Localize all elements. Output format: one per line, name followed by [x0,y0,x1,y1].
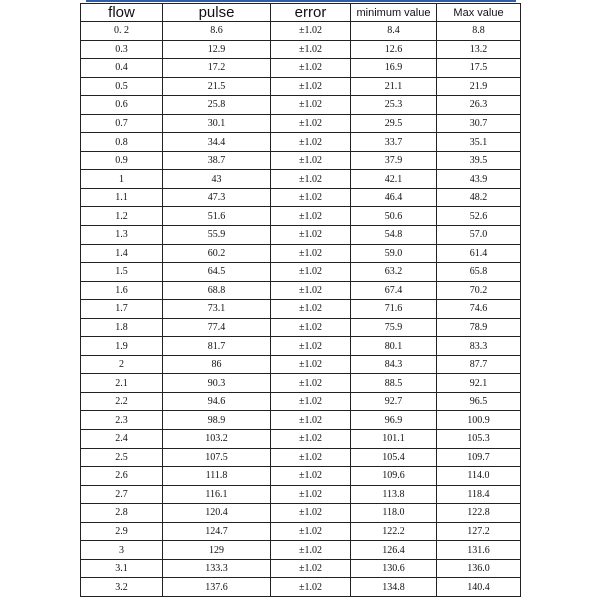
table-row [81,300,521,319]
cell-error: ±1.02 [271,22,351,41]
header-flow: flow [81,4,163,22]
table-row [81,559,521,578]
cell-minimum-value: 113.8 [351,485,437,504]
cell-flow: 2.6 [81,467,163,486]
cell-max-value: 114.0 [437,467,521,486]
cell-flow: 0.6 [81,96,163,115]
table-row [81,430,521,449]
cell-error: ±1.02 [271,411,351,430]
table-row [81,485,521,504]
table-row [81,337,521,356]
cell-pulse: 116.1 [163,485,271,504]
cell-max-value: 52.6 [437,207,521,226]
cell-error: ±1.02 [271,392,351,411]
cell-max-value: 87.7 [437,355,521,374]
cell-max-value: 8.8 [437,22,521,41]
cell-flow: 1.7 [81,300,163,319]
header-minimum-value: minimum value [351,4,437,22]
cell-minimum-value: 25.3 [351,96,437,115]
cell-pulse: 81.7 [163,337,271,356]
cell-error: ±1.02 [271,281,351,300]
cell-error: ±1.02 [271,318,351,337]
table-row [81,96,521,115]
table-row [81,59,521,78]
cell-pulse: 137.6 [163,578,271,597]
cell-error: ±1.02 [271,96,351,115]
cell-pulse: 111.8 [163,467,271,486]
table-row [81,318,521,337]
cell-max-value: 43.9 [437,170,521,189]
cell-max-value: 21.9 [437,77,521,96]
cell-flow: 2 [81,355,163,374]
cell-error: ±1.02 [271,374,351,393]
cell-error: ±1.02 [271,430,351,449]
cell-minimum-value: 96.9 [351,411,437,430]
cell-pulse: 51.6 [163,207,271,226]
cell-error: ±1.02 [271,244,351,263]
cell-pulse: 60.2 [163,244,271,263]
cell-minimum-value: 59.0 [351,244,437,263]
cell-flow: 0.3 [81,40,163,59]
cell-max-value: 92.1 [437,374,521,393]
table-body [81,22,521,597]
cell-pulse: 8.6 [163,22,271,41]
cell-error: ±1.02 [271,559,351,578]
cell-pulse: 98.9 [163,411,271,430]
cell-flow: 2.9 [81,522,163,541]
cell-flow: 3 [81,541,163,560]
cell-error: ±1.02 [271,188,351,207]
cell-max-value: 140.4 [437,578,521,597]
table-row [81,40,521,59]
cell-error: ±1.02 [271,114,351,133]
cell-pulse: 68.8 [163,281,271,300]
cell-minimum-value: 118.0 [351,504,437,523]
table-row [81,22,521,41]
cell-minimum-value: 75.9 [351,318,437,337]
cell-error: ±1.02 [271,467,351,486]
cell-error: ±1.02 [271,77,351,96]
cell-max-value: 127.2 [437,522,521,541]
cell-error: ±1.02 [271,300,351,319]
cell-max-value: 17.5 [437,59,521,78]
cell-pulse: 124.7 [163,522,271,541]
cell-error: ±1.02 [271,355,351,374]
cell-error: ±1.02 [271,59,351,78]
table-row [81,541,521,560]
cell-error: ±1.02 [271,151,351,170]
cell-flow: 0.4 [81,59,163,78]
table-row [81,355,521,374]
cell-minimum-value: 12.6 [351,40,437,59]
cell-flow: 1.8 [81,318,163,337]
cell-minimum-value: 54.8 [351,226,437,245]
table-row [81,374,521,393]
cell-flow: 1.6 [81,281,163,300]
cell-error: ±1.02 [271,485,351,504]
table-row [81,151,521,170]
cell-pulse: 64.5 [163,263,271,282]
cell-flow: 1.2 [81,207,163,226]
cell-pulse: 133.3 [163,559,271,578]
cell-max-value: 57.0 [437,226,521,245]
cell-pulse: 73.1 [163,300,271,319]
cell-minimum-value: 130.6 [351,559,437,578]
table-row [81,522,521,541]
table-row [81,392,521,411]
cell-minimum-value: 101.1 [351,430,437,449]
cell-minimum-value: 122.2 [351,522,437,541]
cell-max-value: 100.9 [437,411,521,430]
cell-pulse: 90.3 [163,374,271,393]
cell-minimum-value: 21.1 [351,77,437,96]
cell-pulse: 103.2 [163,430,271,449]
cell-error: ±1.02 [271,448,351,467]
cell-flow: 2.3 [81,411,163,430]
cell-minimum-value: 46.4 [351,188,437,207]
cell-minimum-value: 33.7 [351,133,437,152]
cell-error: ±1.02 [271,522,351,541]
header-error: error [271,4,351,22]
cell-pulse: 43 [163,170,271,189]
table-row [81,77,521,96]
cell-minimum-value: 126.4 [351,541,437,560]
cell-flow: 1.3 [81,226,163,245]
cell-max-value: 136.0 [437,559,521,578]
cell-pulse: 25.8 [163,96,271,115]
cell-max-value: 65.8 [437,263,521,282]
cell-max-value: 70.2 [437,281,521,300]
cell-minimum-value: 42.1 [351,170,437,189]
cell-pulse: 77.4 [163,318,271,337]
flow-pulse-table [80,3,521,597]
table-row [81,467,521,486]
cell-minimum-value: 80.1 [351,337,437,356]
table-row [81,188,521,207]
cell-flow: 1.5 [81,263,163,282]
cell-flow: 0.7 [81,114,163,133]
cell-minimum-value: 134.8 [351,578,437,597]
cell-flow: 1.9 [81,337,163,356]
cell-max-value: 105.3 [437,430,521,449]
cell-max-value: 39.5 [437,151,521,170]
cell-flow: 3.2 [81,578,163,597]
top-accent-line [86,0,516,2]
cell-minimum-value: 37.9 [351,151,437,170]
cell-pulse: 21.5 [163,77,271,96]
cell-max-value: 30.7 [437,114,521,133]
cell-flow: 1.1 [81,188,163,207]
cell-error: ±1.02 [271,170,351,189]
cell-pulse: 30.1 [163,114,271,133]
header-max-value: Max value [437,4,521,22]
cell-error: ±1.02 [271,263,351,282]
cell-max-value: 35.1 [437,133,521,152]
cell-error: ±1.02 [271,207,351,226]
cell-flow: 1.4 [81,244,163,263]
table-row [81,226,521,245]
table-row [81,170,521,189]
cell-max-value: 96.5 [437,392,521,411]
cell-flow: 3.1 [81,559,163,578]
cell-pulse: 55.9 [163,226,271,245]
cell-max-value: 48.2 [437,188,521,207]
table-row [81,411,521,430]
cell-max-value: 74.6 [437,300,521,319]
cell-flow: 2.7 [81,485,163,504]
cell-pulse: 38.7 [163,151,271,170]
cell-minimum-value: 109.6 [351,467,437,486]
cell-max-value: 122.8 [437,504,521,523]
cell-minimum-value: 63.2 [351,263,437,282]
cell-pulse: 120.4 [163,504,271,523]
cell-minimum-value: 8.4 [351,22,437,41]
table-row [81,281,521,300]
cell-pulse: 129 [163,541,271,560]
table-row [81,448,521,467]
table-row [81,244,521,263]
cell-flow: 1 [81,170,163,189]
cell-pulse: 34.4 [163,133,271,152]
cell-pulse: 86 [163,355,271,374]
cell-minimum-value: 67.4 [351,281,437,300]
cell-flow: 2.1 [81,374,163,393]
cell-max-value: 131.6 [437,541,521,560]
cell-error: ±1.02 [271,578,351,597]
cell-max-value: 83.3 [437,337,521,356]
cell-error: ±1.02 [271,504,351,523]
table-row [81,578,521,597]
table-row [81,263,521,282]
cell-error: ±1.02 [271,226,351,245]
cell-minimum-value: 92.7 [351,392,437,411]
cell-max-value: 118.4 [437,485,521,504]
cell-flow: 2.8 [81,504,163,523]
cell-flow: 0.9 [81,151,163,170]
cell-pulse: 107.5 [163,448,271,467]
header-pulse: pulse [163,4,271,22]
cell-max-value: 26.3 [437,96,521,115]
cell-error: ±1.02 [271,133,351,152]
cell-minimum-value: 16.9 [351,59,437,78]
cell-max-value: 78.9 [437,318,521,337]
cell-max-value: 109.7 [437,448,521,467]
cell-minimum-value: 71.6 [351,300,437,319]
cell-pulse: 94.6 [163,392,271,411]
cell-minimum-value: 88.5 [351,374,437,393]
table-row [81,114,521,133]
cell-error: ±1.02 [271,541,351,560]
cell-pulse: 47.3 [163,188,271,207]
cell-max-value: 61.4 [437,244,521,263]
cell-minimum-value: 84.3 [351,355,437,374]
cell-flow: 0.5 [81,77,163,96]
cell-pulse: 17.2 [163,59,271,78]
table-row [81,504,521,523]
cell-flow: 2.2 [81,392,163,411]
cell-minimum-value: 50.6 [351,207,437,226]
cell-pulse: 12.9 [163,40,271,59]
cell-minimum-value: 29.5 [351,114,437,133]
cell-max-value: 13.2 [437,40,521,59]
cell-flow: 0. 2 [81,22,163,41]
cell-flow: 0.8 [81,133,163,152]
cell-error: ±1.02 [271,40,351,59]
table-row [81,133,521,152]
cell-minimum-value: 105.4 [351,448,437,467]
table-row [81,207,521,226]
cell-flow: 2.4 [81,430,163,449]
header-row [81,4,521,22]
cell-flow: 2.5 [81,448,163,467]
cell-error: ±1.02 [271,337,351,356]
